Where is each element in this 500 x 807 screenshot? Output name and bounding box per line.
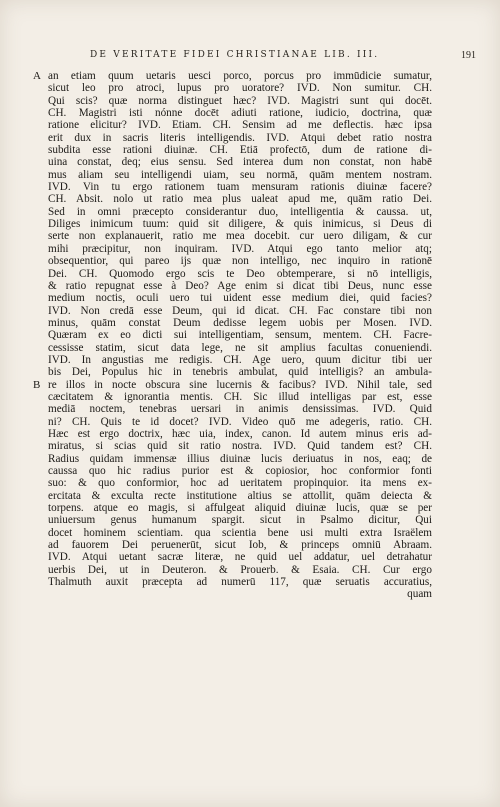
body-text [48,70,432,601]
text-line: mihi præcipitur, non inquiram. IVD. Atqui ego tanto melior atq; [48,242,432,255]
text-line: & ratio repugnat esse à Deo? Age enim si dicat tibi Deus, nunc esse [48,279,432,292]
text-line: ad fauorem Dei peruenerūt, sicut Iob, & princeps omniū Abraam. [48,539,432,552]
text-line: medium noctis, oculi uero tui uident esse medium diei, quid facies? [48,292,432,305]
text-line: IVD. Vin tu ergo rationem tuam mensuram rationis diuinæ facere? [48,181,432,194]
text-line: caussa quo hic radius purior est & copiosior, hoc conformior fonti [48,465,432,477]
text-line: quam [407,588,432,601]
text-line: suo: & quo conformior, hoc ad ueritatem propinquior. ita mens ex- [48,477,432,490]
text-line: sicut leo pro atroci, lupus pro uoratore? IVD. Non sumitur. CH. [48,82,432,95]
page-number: 191 [461,50,476,61]
text-line: cæcitatem & ignorantia mentis. CH. Sic illud intelligas par est, esse [48,390,432,403]
text-line: bis Dei, Populus hic in tenebris ambulat, quid intelligis? an ambula- [48,366,432,379]
text-line: serte non explanauerit, ratio me mea docebit. cur uero diligam, & cur [48,230,432,243]
text-line: erit dux in sacris literis intelligendis. IVD. Atqui debet ratio nostra [48,131,432,144]
text-line: mus aliam seu intelligendi uiam, seu normā, quām mentem nostram. [48,168,432,181]
text-line: torpens. atque eo magis, si affulgeat aliquid diuinæ lucis, quæ se per [48,502,432,515]
text-line: ercitata & exculta recte institutione altius se attollit, quām deiecta & [48,489,432,502]
margin-marker: B [33,378,41,391]
running-header [90,50,476,72]
text-line: CH. Absit. nolo ut ratio mea plus ualeat apud me, quām ratio Dei. [48,193,432,206]
text-line: minus, quām constat Deum dedisse legem uobis per Mosen. IVD. [48,316,432,329]
text-line: docet hominem scientiam. qua scientia bene usi multi extra Israëlem [48,526,432,539]
text-line: re illos in nocte obscura sine lucernis & facibus? IVD. Nihil tale, sed [48,378,432,391]
text-line: subdita esse rationi diuinæ. CH. Etiā profectō, dum de ratione di- [48,144,432,157]
text-line: an etiam quum uetaris uesci porco, porcus pro immūdicie sumatur, [48,70,432,82]
text-line: Diliges inimicum tuum: quid sit diligere, & quis inimicus, si Deus di [48,218,432,231]
text-line: cessisse statim, sicut data lege, ne sit amplius facultas conueniendi. [48,341,432,354]
text-line: uerbis Dei, ut in Deuteron. & Prouerb. & Esaia. CH. Cur ergo [48,563,432,576]
text-line: mediā noctem, tenebras uersari in animis densissimas. IVD. Quid [48,403,432,416]
text-line: Thalmuth auxit præcepta ad numerū 117, quæ seruatis accuratius, [48,576,432,589]
text-line: Qui scis? quæ norma distinguet hæc? IVD. Magistri sunt qui docēt. [48,94,432,107]
text-line: Sed in omni præcepto considerantur duo, intelligentia & caussa. ut, [48,205,432,218]
text-line: Quæram ex eo dicti sui intelligentiam, sensum, mentem. CH. Facre- [48,329,432,342]
text-line: Dei. CH. Quomodo ergo scis te Deo obtemperare, si nō intelligis, [48,267,432,280]
running-title: DE VERITATE FIDEI CHRISTIANAE LIB. III. [90,50,380,60]
text-line: IVD. In angustias me redigis. CH. Age uero, quum dicitur tibi uer [48,353,432,366]
text-line: uina constat, deq; eius sensu. Sed interea dum non constat, non habē [48,156,432,169]
text-line: ni? CH. Quis te id docet? IVD. Video quō me adegeris, ratio. CH. [48,415,432,428]
text-line: IVD. Atqui uetant sacræ literæ, ne quid uel addatur, uel detrahatur [48,551,432,564]
text-line: miratus, si scias quid sit ratio nostra. IVD. Quid tandem est? CH. [48,440,432,453]
margin-marker: A [33,70,41,82]
text-line: IVD. Non credā esse Deum, qui id dicat. CH. Fac constare tibi non [48,304,432,317]
text-line: obsequentior, qui pareo ijs quæ non intelligo, nec inquiro in rationē [48,255,432,268]
text-line: ratione elicitur? IVD. Etiam. CH. Sensim ad me deflectis. hæc ipsa [48,119,432,132]
text-line: Radius quidam immensæ illius diuinæ lucis deriuatus in nos, eaq; de [48,452,432,465]
text-line: uniuersum genus humanum spargit. sicut in Psalmo dicitur, Qui [48,514,432,527]
text-line: CH. Magistri isti nónne docēt adiuti ratione, iudicio, doctrina, quæ [48,107,432,120]
text-line: Hæc est ergo doctrix, hæc uia, index, canon. Id autem minus eris ad- [48,427,432,440]
